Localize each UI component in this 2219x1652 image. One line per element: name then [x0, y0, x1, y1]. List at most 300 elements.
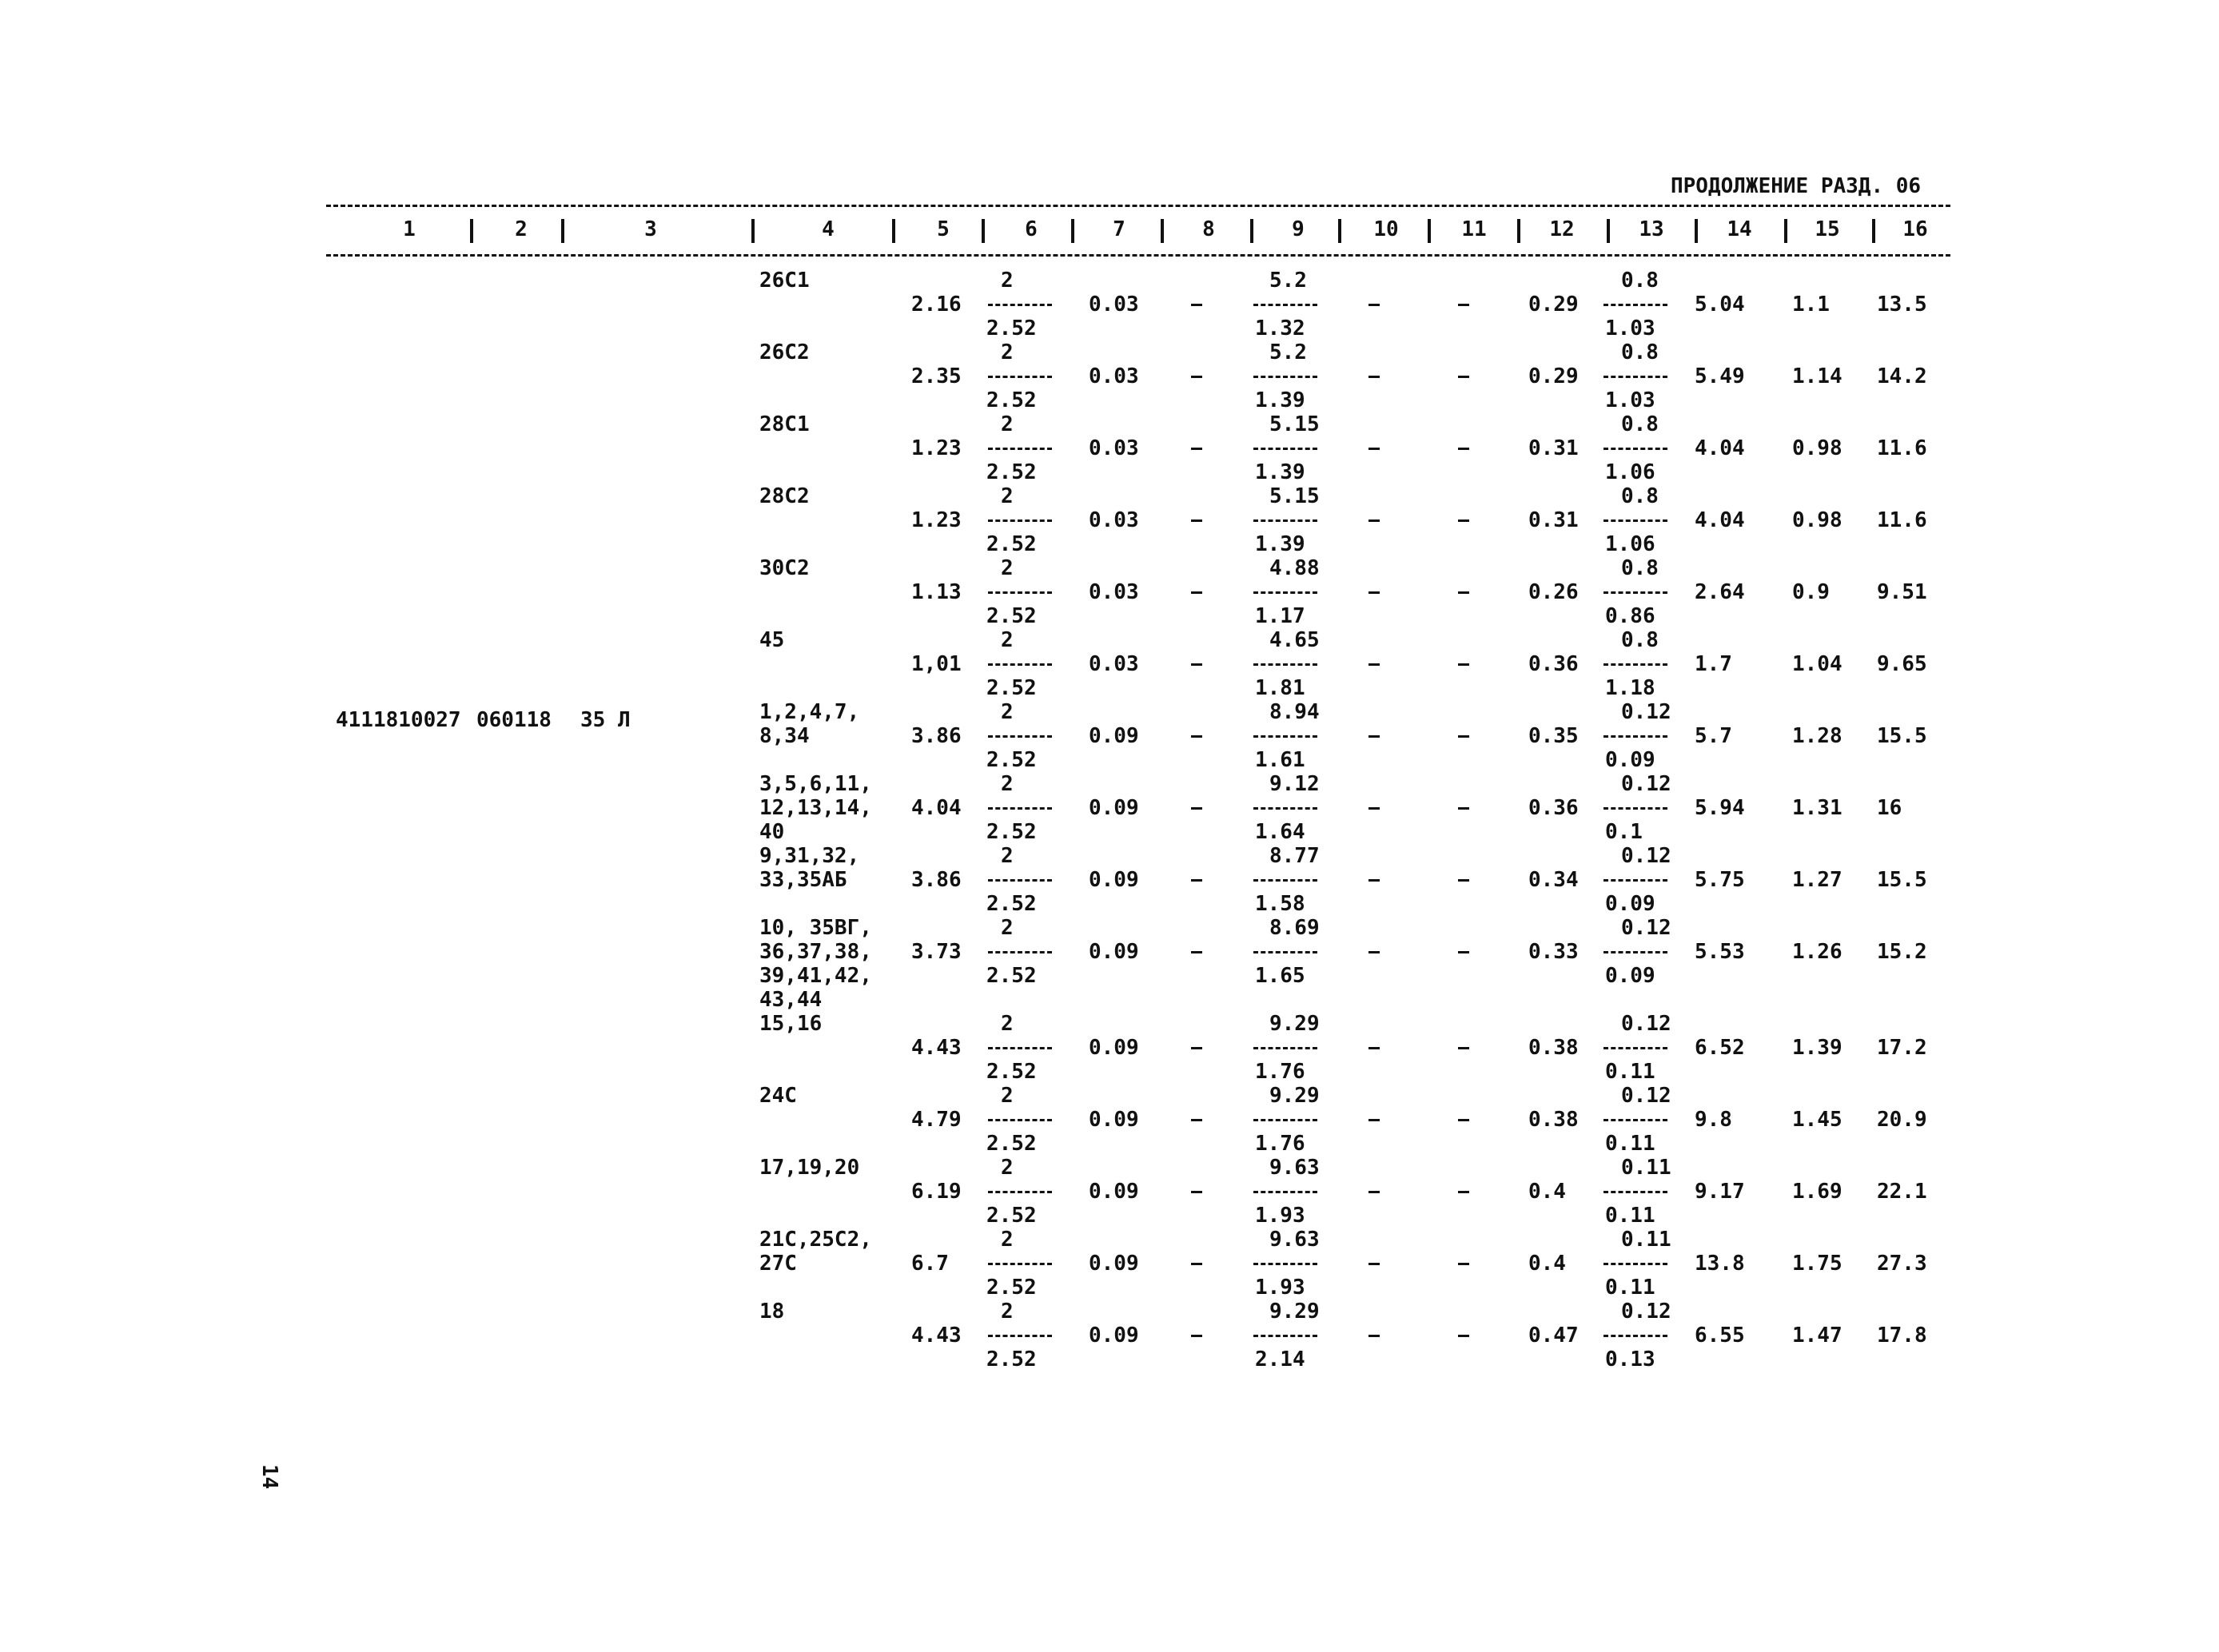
- fraction-line: [1603, 663, 1667, 666]
- cell-col14: 13.8: [1695, 1252, 1745, 1276]
- fraction-line: [988, 591, 1052, 594]
- cell-col5: 1.23: [911, 436, 962, 460]
- fraction-line: [988, 735, 1052, 738]
- cell-col5: 3.73: [911, 940, 962, 964]
- cell-col7: 0.09: [1089, 1036, 1139, 1060]
- cell-col13-bottom: 1.03: [1605, 388, 1655, 412]
- cell-col15: 1.75: [1792, 1252, 1843, 1276]
- column-header-5: 5: [937, 217, 950, 241]
- cell-col12: 0.36: [1528, 652, 1579, 676]
- cell-col6-bottom: 2.52: [986, 1060, 1037, 1084]
- cell-col4: 1,2,4,7,: [759, 700, 860, 724]
- cell-col14: 6.52: [1695, 1036, 1745, 1060]
- cell-col14: 5.04: [1695, 293, 1745, 316]
- fraction-line: [1253, 519, 1317, 522]
- cell-col6-bottom: 2.52: [986, 604, 1037, 628]
- cell-col13-top: 0.12: [1621, 1012, 1671, 1036]
- cell-c10-dash: [1368, 1047, 1380, 1049]
- cell-col7: 0.03: [1089, 580, 1139, 604]
- cell-c8-dash: [1191, 951, 1202, 953]
- cell-col6-bottom: 2.52: [986, 316, 1037, 340]
- fraction-line: [1253, 1119, 1317, 1121]
- cell-col9-bottom: 1.39: [1255, 388, 1305, 412]
- fraction-line: [1603, 1191, 1667, 1193]
- cell-col9-top: 8.69: [1269, 916, 1320, 940]
- cell-col6-bottom: 2.52: [986, 388, 1037, 412]
- cell-col13-bottom: 0.13: [1605, 1347, 1655, 1371]
- cell-c8-dash: [1191, 519, 1202, 522]
- cell-col6-bottom: 2.52: [986, 676, 1037, 700]
- cell-col14: 5.94: [1695, 796, 1745, 820]
- cell-col12: 0.33: [1528, 940, 1579, 964]
- cell-col13-top: 0.8: [1621, 269, 1659, 293]
- cell-c11-dash: [1458, 807, 1469, 810]
- column-separator: [1338, 219, 1341, 243]
- fraction-line: [1603, 304, 1667, 306]
- cell-c8-dash: [1191, 807, 1202, 810]
- fraction-line: [1603, 735, 1667, 738]
- fraction-line: [1603, 591, 1667, 594]
- cell-c11-dash: [1458, 376, 1469, 378]
- cell-col14: 1.7: [1695, 652, 1732, 676]
- cell-c10-dash: [1368, 376, 1380, 378]
- cell-col13-bottom: 0.1: [1605, 820, 1643, 844]
- cell-col9-top: 9.29: [1269, 1300, 1320, 1324]
- cell-col4: 43,44: [759, 988, 823, 1012]
- cell-col12: 0.4: [1528, 1252, 1566, 1276]
- column-separator: [1695, 219, 1698, 243]
- cell-col6-top: 2: [1001, 340, 1014, 364]
- cell-c8-dash: [1191, 1047, 1202, 1049]
- fraction-line: [1253, 879, 1317, 882]
- fraction-line: [1253, 376, 1317, 378]
- cell-col14: 5.53: [1695, 940, 1745, 964]
- cell-col13-top: 0.8: [1621, 412, 1659, 436]
- cell-col6-bottom: 2.52: [986, 820, 1037, 844]
- cell-col6-bottom: 2.52: [986, 892, 1037, 916]
- cell-col9-top: 5.2: [1269, 340, 1307, 364]
- cell-col7: 0.03: [1089, 508, 1139, 532]
- fraction-line: [988, 1119, 1052, 1121]
- cell-col7: 0.03: [1089, 293, 1139, 316]
- cell-col9-top: 9.63: [1269, 1228, 1320, 1252]
- cell-c11-dash: [1458, 1263, 1469, 1265]
- column-separator: [1428, 219, 1431, 243]
- cell-col15: 1.39: [1792, 1036, 1843, 1060]
- cell-col4: 26С1: [759, 269, 810, 293]
- cell-col14: 4.04: [1695, 436, 1745, 460]
- column-separator: [470, 219, 473, 243]
- column-header-6: 6: [1025, 217, 1038, 241]
- cell-col14: 4.04: [1695, 508, 1745, 532]
- cell-col12: 0.35: [1528, 724, 1579, 748]
- cell-col7: 0.09: [1089, 940, 1139, 964]
- cell-col5: 3.86: [911, 868, 962, 892]
- cell-col4: 3,5,6,11,: [759, 772, 872, 796]
- cell-col12: 0.31: [1528, 436, 1579, 460]
- cell-col13-top: 0.12: [1621, 700, 1671, 724]
- column-separator: [892, 219, 895, 243]
- cell-col6-top: 2: [1001, 916, 1014, 940]
- fraction-line: [1603, 1047, 1667, 1049]
- cell-c8-dash: [1191, 1119, 1202, 1121]
- fraction-line: [1603, 448, 1667, 450]
- cell-c10-dash: [1368, 735, 1380, 738]
- cell-c8-dash: [1191, 591, 1202, 594]
- cell-col9-top: 9.29: [1269, 1012, 1320, 1036]
- cell-col5: 4.79: [911, 1108, 962, 1132]
- cell-col4: 9,31,32,: [759, 844, 860, 868]
- cell-col9-top: 8.77: [1269, 844, 1320, 868]
- fraction-line: [1603, 519, 1667, 522]
- column-separator: [982, 219, 985, 243]
- fraction-line: [988, 1047, 1052, 1049]
- cell-c11-dash: [1458, 879, 1469, 882]
- cell-col15: 1.14: [1792, 364, 1843, 388]
- column-separator: [1872, 219, 1875, 243]
- cell-col13-bottom: 0.09: [1605, 748, 1655, 772]
- cell-col4: 30С2: [759, 556, 810, 580]
- fraction-line: [1603, 951, 1667, 953]
- cell-col14: 2.64: [1695, 580, 1745, 604]
- cell-col4: 36,37,38,: [759, 940, 872, 964]
- cell-col4: 27С: [759, 1252, 797, 1276]
- cell-col15: 1.04: [1792, 652, 1843, 676]
- cell-col5: 3.86: [911, 724, 962, 748]
- cell-col5: 4.43: [911, 1036, 962, 1060]
- cell-col12: 0.29: [1528, 293, 1579, 316]
- cell-col13-bottom: 1.18: [1605, 676, 1655, 700]
- column-header-7: 7: [1113, 217, 1125, 241]
- cell-col5: 1.23: [911, 508, 962, 532]
- cell-col13-top: 0.11: [1621, 1156, 1671, 1180]
- cell-col12: 0.29: [1528, 364, 1579, 388]
- fraction-line: [988, 448, 1052, 450]
- cell-c8-dash: [1191, 1335, 1202, 1337]
- cell-col9-top: 9.29: [1269, 1084, 1320, 1108]
- cell-col13-bottom: 0.11: [1605, 1060, 1655, 1084]
- cell-col9-bottom: 2.14: [1255, 1347, 1305, 1371]
- cell-col14: 5.49: [1695, 364, 1745, 388]
- cell-col6-bottom: 2.52: [986, 748, 1037, 772]
- fraction-line: [1603, 807, 1667, 810]
- cell-col7: 0.03: [1089, 436, 1139, 460]
- cell-col14: 9.8: [1695, 1108, 1732, 1132]
- cell-col5: 1,01: [911, 652, 962, 676]
- cell-c11-dash: [1458, 735, 1469, 738]
- column-header-2: 2: [515, 217, 528, 241]
- column-header-8: 8: [1202, 217, 1215, 241]
- column-header-4: 4: [822, 217, 835, 241]
- cell-col12: 0.36: [1528, 796, 1579, 820]
- cell-col5: 1.13: [911, 580, 962, 604]
- cell-col9-top: 9.12: [1269, 772, 1320, 796]
- cell-col14: 5.75: [1695, 868, 1745, 892]
- cell-col3: 35 Л: [580, 708, 631, 732]
- fraction-line: [988, 304, 1052, 306]
- cell-col5: 2.35: [911, 364, 962, 388]
- cell-col4: 10, 35ВГ,: [759, 916, 872, 940]
- cell-col6-bottom: 2.52: [986, 1204, 1037, 1228]
- column-header-11: 11: [1461, 217, 1487, 241]
- cell-col16: 13.5: [1877, 293, 1927, 316]
- cell-col13-bottom: 0.11: [1605, 1204, 1655, 1228]
- cell-c11-dash: [1458, 1335, 1469, 1337]
- cell-c11-dash: [1458, 304, 1469, 306]
- cell-col7: 0.09: [1089, 1252, 1139, 1276]
- cell-col14: 6.55: [1695, 1324, 1745, 1347]
- cell-col4: 8,34: [759, 724, 810, 748]
- cell-col16: 16: [1877, 796, 1902, 820]
- cell-col5: 4.43: [911, 1324, 962, 1347]
- cell-col9-bottom: 1.65: [1255, 964, 1305, 988]
- cell-col13-top: 0.8: [1621, 556, 1659, 580]
- cell-col9-top: 5.2: [1269, 269, 1307, 293]
- cell-c11-dash: [1458, 448, 1469, 450]
- cell-col13-top: 0.12: [1621, 844, 1671, 868]
- cell-col6-top: 2: [1001, 628, 1014, 652]
- cell-col16: 14.2: [1877, 364, 1927, 388]
- cell-col6-top: 2: [1001, 1084, 1014, 1108]
- cell-col7: 0.09: [1089, 1180, 1139, 1204]
- cell-col13-top: 0.12: [1621, 1084, 1671, 1108]
- fraction-line: [1603, 879, 1667, 882]
- cell-col6-top: 2: [1001, 1300, 1014, 1324]
- cell-col9-bottom: 1.93: [1255, 1276, 1305, 1300]
- cell-col16: 22.1: [1877, 1180, 1927, 1204]
- cell-col15: 1.47: [1792, 1324, 1843, 1347]
- cell-c10-dash: [1368, 591, 1380, 594]
- cell-c8-dash: [1191, 376, 1202, 378]
- cell-c10-dash: [1368, 663, 1380, 666]
- cell-col9-top: 4.88: [1269, 556, 1320, 580]
- cell-col9-bottom: 1.76: [1255, 1060, 1305, 1084]
- fraction-line: [988, 519, 1052, 522]
- fraction-line: [1253, 1047, 1317, 1049]
- cell-c11-dash: [1458, 519, 1469, 522]
- cell-col12: 0.31: [1528, 508, 1579, 532]
- cell-col9-bottom: 1.17: [1255, 604, 1305, 628]
- column-header-13: 13: [1639, 217, 1664, 241]
- header-top-rule: [326, 205, 1950, 207]
- cell-col12: 0.38: [1528, 1036, 1579, 1060]
- cell-col5: 2.16: [911, 293, 962, 316]
- fraction-line: [1253, 663, 1317, 666]
- fraction-line: [1253, 807, 1317, 810]
- cell-col15: 1.27: [1792, 868, 1843, 892]
- cell-col16: 15.2: [1877, 940, 1927, 964]
- column-separator: [1250, 219, 1253, 243]
- cell-col6-top: 2: [1001, 412, 1014, 436]
- cell-col16: 9.51: [1877, 580, 1927, 604]
- cell-col15: 0.9: [1792, 580, 1830, 604]
- fraction-line: [1603, 1335, 1667, 1337]
- cell-col9-bottom: 1.93: [1255, 1204, 1305, 1228]
- header-bottom-rule: [326, 254, 1950, 257]
- cell-c8-dash: [1191, 448, 1202, 450]
- cell-col4: 28С1: [759, 412, 810, 436]
- cell-col6-bottom: 2.52: [986, 1347, 1037, 1371]
- cell-col9-top: 4.65: [1269, 628, 1320, 652]
- fraction-line: [1253, 951, 1317, 953]
- cell-col13-top: 0.8: [1621, 340, 1659, 364]
- cell-col6-top: 2: [1001, 1228, 1014, 1252]
- cell-col16: 15.5: [1877, 868, 1927, 892]
- cell-col12: 0.34: [1528, 868, 1579, 892]
- column-separator: [751, 219, 755, 243]
- cell-col6-bottom: 2.52: [986, 1132, 1037, 1156]
- cell-c8-dash: [1191, 304, 1202, 306]
- cell-col12: 0.4: [1528, 1180, 1566, 1204]
- cell-col6-top: 2: [1001, 1156, 1014, 1180]
- column-header-15: 15: [1815, 217, 1840, 241]
- page-number: 14: [257, 1464, 281, 1490]
- fraction-line: [1603, 1263, 1667, 1265]
- cell-col6-bottom: 2.52: [986, 964, 1037, 988]
- cell-col6-top: 2: [1001, 772, 1014, 796]
- fraction-line: [988, 1263, 1052, 1265]
- column-header-12: 12: [1549, 217, 1575, 241]
- cell-col7: 0.09: [1089, 724, 1139, 748]
- cell-col5: 4.04: [911, 796, 962, 820]
- cell-col14: 9.17: [1695, 1180, 1745, 1204]
- cell-col13-bottom: 0.11: [1605, 1276, 1655, 1300]
- cell-c8-dash: [1191, 735, 1202, 738]
- cell-col4: 18: [759, 1300, 785, 1324]
- cell-c11-dash: [1458, 951, 1469, 953]
- cell-col13-bottom: 1.06: [1605, 532, 1655, 556]
- cell-col9-bottom: 1.39: [1255, 460, 1305, 484]
- column-separator: [1784, 219, 1787, 243]
- cell-col6-top: 2: [1001, 1012, 1014, 1036]
- cell-col7: 0.09: [1089, 1324, 1139, 1347]
- cell-c11-dash: [1458, 1047, 1469, 1049]
- cell-col6-top: 2: [1001, 700, 1014, 724]
- cell-col6-top: 2: [1001, 269, 1014, 293]
- cell-col5: 6.19: [911, 1180, 962, 1204]
- cell-col16: 27.3: [1877, 1252, 1927, 1276]
- cell-c8-dash: [1191, 1263, 1202, 1265]
- cell-col6-top: 2: [1001, 484, 1014, 508]
- cell-col5: 6.7: [911, 1252, 949, 1276]
- cell-col16: 11.6: [1877, 508, 1927, 532]
- cell-col12: 0.47: [1528, 1324, 1579, 1347]
- cell-col9-top: 8.94: [1269, 700, 1320, 724]
- cell-col13-top: 0.12: [1621, 916, 1671, 940]
- cell-c10-dash: [1368, 1263, 1380, 1265]
- cell-c10-dash: [1368, 519, 1380, 522]
- cell-col13-top: 0.11: [1621, 1228, 1671, 1252]
- fraction-line: [988, 1335, 1052, 1337]
- cell-c10-dash: [1368, 304, 1380, 306]
- cell-col4: 33,35АБ: [759, 868, 847, 892]
- cell-col4: 39,41,42,: [759, 964, 872, 988]
- cell-col16: 15.5: [1877, 724, 1927, 748]
- cell-col15: 1.45: [1792, 1108, 1843, 1132]
- cell-col7: 0.03: [1089, 364, 1139, 388]
- column-separator: [1161, 219, 1164, 243]
- fraction-line: [988, 807, 1052, 810]
- column-header-9: 9: [1292, 217, 1305, 241]
- cell-col15: 1.31: [1792, 796, 1843, 820]
- cell-c10-dash: [1368, 1191, 1380, 1193]
- fraction-line: [988, 951, 1052, 953]
- cell-col15: 0.98: [1792, 508, 1843, 532]
- cell-col7: 0.09: [1089, 796, 1139, 820]
- cell-c10-dash: [1368, 951, 1380, 953]
- cell-col1: 4111810027: [336, 708, 461, 732]
- cell-col6-bottom: 2.52: [986, 1276, 1037, 1300]
- cell-col15: 1.1: [1792, 293, 1830, 316]
- column-header-16: 16: [1902, 217, 1928, 241]
- cell-col13-bottom: 0.11: [1605, 1132, 1655, 1156]
- column-separator: [1517, 219, 1520, 243]
- cell-col6-top: 2: [1001, 844, 1014, 868]
- cell-col6-top: 2: [1001, 556, 1014, 580]
- cell-col4: 28С2: [759, 484, 810, 508]
- cell-c8-dash: [1191, 1191, 1202, 1193]
- cell-col4: 26С2: [759, 340, 810, 364]
- cell-col4: 17,19,20: [759, 1156, 860, 1180]
- cell-col4: 40: [759, 820, 785, 844]
- cell-col12: 0.38: [1528, 1108, 1579, 1132]
- cell-c10-dash: [1368, 1119, 1380, 1121]
- column-header-10: 10: [1373, 217, 1399, 241]
- cell-col13-bottom: 0.86: [1605, 604, 1655, 628]
- continuation-header: ПРОДОЛЖЕНИЕ РАЗД. 06: [1671, 174, 1922, 198]
- cell-c8-dash: [1191, 879, 1202, 882]
- column-header-14: 14: [1727, 217, 1752, 241]
- cell-col9-bottom: 1.32: [1255, 316, 1305, 340]
- cell-col7: 0.09: [1089, 868, 1139, 892]
- cell-col9-bottom: 1.76: [1255, 1132, 1305, 1156]
- cell-col6-bottom: 2.52: [986, 532, 1037, 556]
- cell-col16: 20.9: [1877, 1108, 1927, 1132]
- fraction-line: [988, 376, 1052, 378]
- cell-col16: 9.65: [1877, 652, 1927, 676]
- column-header-3: 3: [644, 217, 657, 241]
- fraction-line: [988, 663, 1052, 666]
- fraction-line: [988, 879, 1052, 882]
- cell-col13-bottom: 1.03: [1605, 316, 1655, 340]
- cell-col9-bottom: 1.39: [1255, 532, 1305, 556]
- cell-c11-dash: [1458, 1191, 1469, 1193]
- cell-col16: 17.2: [1877, 1036, 1927, 1060]
- cell-c8-dash: [1191, 663, 1202, 666]
- cell-col9-top: 5.15: [1269, 484, 1320, 508]
- cell-col13-bottom: 1.06: [1605, 460, 1655, 484]
- cell-col4: 24С: [759, 1084, 797, 1108]
- cell-col16: 11.6: [1877, 436, 1927, 460]
- fraction-line: [1603, 376, 1667, 378]
- cell-col13-top: 0.12: [1621, 1300, 1671, 1324]
- cell-col15: 1.28: [1792, 724, 1843, 748]
- cell-c10-dash: [1368, 1335, 1380, 1337]
- cell-col7: 0.09: [1089, 1108, 1139, 1132]
- cell-col15: 0.98: [1792, 436, 1843, 460]
- column-separator: [561, 219, 564, 243]
- cell-col9-bottom: 1.58: [1255, 892, 1305, 916]
- column-separator: [1071, 219, 1074, 243]
- cell-c11-dash: [1458, 1119, 1469, 1121]
- cell-col13-top: 0.8: [1621, 484, 1659, 508]
- cell-c10-dash: [1368, 448, 1380, 450]
- cell-col13-top: 0.8: [1621, 628, 1659, 652]
- fraction-line: [988, 1191, 1052, 1193]
- cell-col15: 1.26: [1792, 940, 1843, 964]
- cell-col12: 0.26: [1528, 580, 1579, 604]
- cell-col4: 15,16: [759, 1012, 823, 1036]
